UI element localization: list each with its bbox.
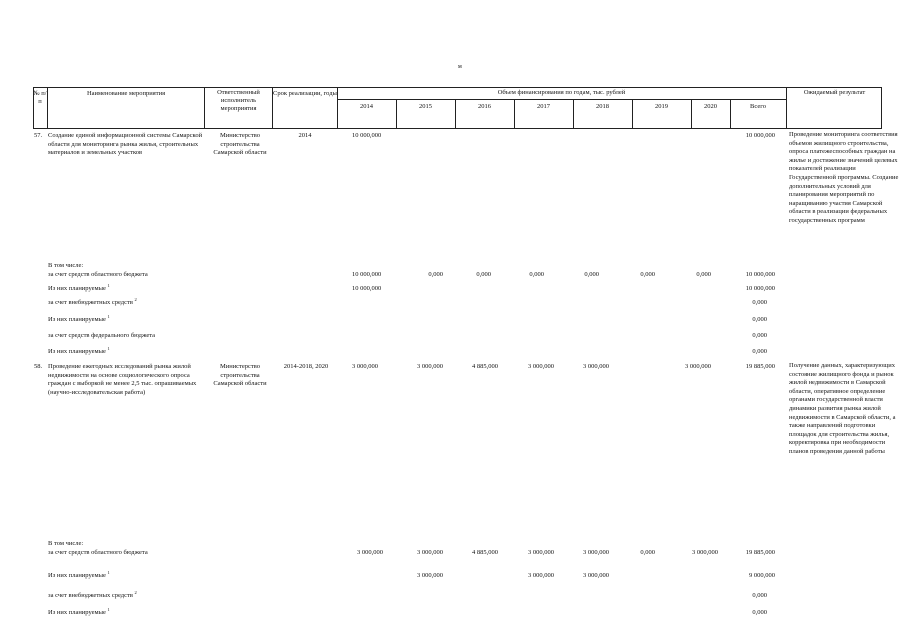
cell-total: 10 000,000 [745,285,775,292]
source-label: за счет внебюджетных средств $^2$ [48,589,137,599]
row-num: 57. [34,132,43,139]
cell-value: 3 000,000 [528,549,554,556]
cell-value: 3 000,000 [528,363,554,370]
cell-total: 0,000 [752,332,767,339]
header-year: 2015 [419,103,432,110]
header-result: Ожидаемый результат [803,89,866,96]
cell-value: 3 000,000 [417,549,443,556]
row-period: 2014 [298,132,312,139]
header-year: 2020 [704,103,717,110]
cell-value: 10 000,000 [352,132,382,139]
source-label: за счет средств областного бюджета [48,549,148,556]
cell-value: 10 000,000 [352,271,382,278]
source-label: за счет средств областного бюджета [48,271,148,278]
header-funding-title: Объем финансирования по годам, тыс. рублей [497,89,626,96]
header-year: 2019 [655,103,668,110]
row-responsible: Министерство строительства Самарской области [213,363,267,388]
page-number: м [458,64,462,70]
header-responsible: Ответственный исполнитель мероприятия [217,89,260,112]
cell-value: 10 000,000 [352,285,382,292]
cell-total: 0,000 [752,316,767,323]
source-label: за счет внебюджетных средств $^2$ [48,296,137,306]
source-label: Из них планируемые $^1$ [48,606,110,616]
cell-value: 3 000,000 [685,363,711,370]
cell-value: 4 885,000 [472,549,498,556]
header-num: № п/п [33,90,47,105]
header-year: 2018 [596,103,609,110]
cell-total: 0,000 [752,299,767,306]
cell-value: 0,000 [640,549,655,556]
cell-value: 0,000 [529,271,544,278]
cell-total: 0,000 [752,592,767,599]
row-result: Получение данных, характеризующих состояние жилищного фонда и рынок жилой недвижимости в Самарской области, оперативное определение органами государственной власти динамики развития рынка жилой недвижимости в Самарской области, а также направлений подготовки площадок для строительства жилья, корректировка при необходимости планов проведения данной работы [789,362,896,455]
header-divider [337,99,786,100]
cell-value: 0,000 [428,271,443,278]
row-responsible: Министерство строительства Самарской области [213,132,267,157]
cell-value: 3 000,000 [352,363,378,370]
cell-value: 0,000 [584,271,599,278]
row-num: 58. [34,363,43,370]
row-name: Проведение ежегодных исследований рынка жилой недвижимости на основе социологического опроса граждан с выборкой не менее 2,5 тыс. опрашиваемых (научно-исследовательская работа) [48,363,197,396]
row-period: 2014-2018, 2020 [283,363,329,370]
row-result: Проведение мониторинга соответствия объемов жилищного строительства, опроса платежеспособных граждан на жилье и достижение значений целевых показателей реализации Государственной программы. Создание дополнительных условий для планирования мероприятий по наращиванию участия Самарской области в реализации федеральных государственных программ [789,131,899,224]
row-name: Создание единой информационной системы Самарской области для мониторинга рынка жилья, строительных материалов и земельных участков [48,132,203,157]
cell-value: 3 000,000 [692,549,718,556]
source-label: за счет средств федерального бюджета [48,332,156,339]
cell-total: 9 000,000 [749,572,775,579]
cell-value: 0,000 [476,271,491,278]
header-year: 2014 [360,103,373,110]
cell-total: 19 885,000 [745,363,775,370]
cell-total: 0,000 [752,348,767,355]
cell-total: 19 885,000 [745,549,775,556]
cell-value: 3 000,000 [357,549,383,556]
cell-value: 0,000 [640,271,655,278]
including-label: В том числе: [48,540,84,547]
including-label: В том числе: [48,262,84,269]
cell-value: 3 000,000 [583,549,609,556]
header-year: 2016 [478,103,491,110]
header-year: 2017 [537,103,550,110]
header-total: Всего [750,103,766,110]
source-label: Из них планируемые $^1$ [48,345,110,355]
header-period: Срок реализации, годы [273,90,337,97]
cell-value: 4 885,000 [472,363,498,370]
cell-value: 3 000,000 [417,572,443,579]
source-label: Из них планируемые $^1$ [48,282,110,292]
cell-value: 3 000,000 [583,572,609,579]
header-name: Наименование мероприятия [86,90,166,97]
cell-value: 0,000 [696,271,711,278]
cell-total: 10 000,000 [745,271,775,278]
cell-value: 3 000,000 [528,572,554,579]
cell-value: 3 000,000 [417,363,443,370]
cell-total: 10 000,000 [745,132,775,139]
cell-total: 0,000 [752,609,767,616]
source-label: Из них планируемые $^1$ [48,313,110,323]
cell-value: 3 000,000 [583,363,609,370]
source-label: Из них планируемые $^1$ [48,569,110,579]
